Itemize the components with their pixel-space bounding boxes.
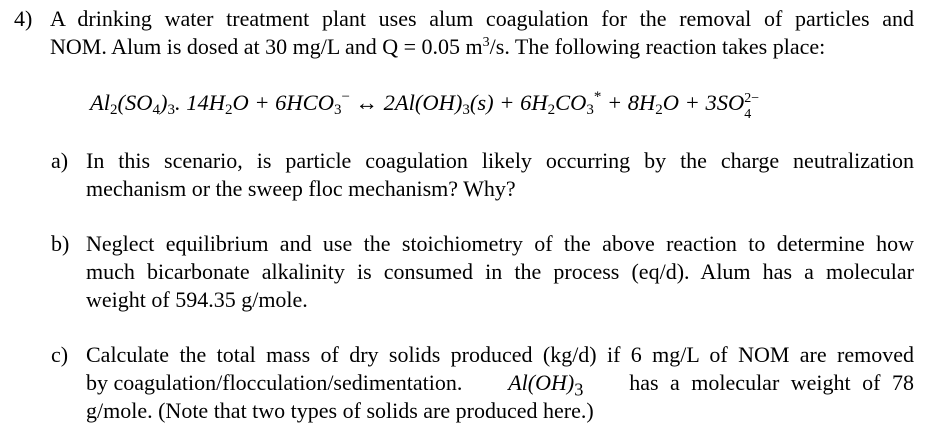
eq-superscript: −: [341, 89, 350, 105]
eq-term: 2Al(OH): [383, 90, 463, 115]
part-a-label: a): [51, 148, 69, 173]
eq-supsub: [744, 90, 762, 122]
part-a-line-2: mechanism or the sweep floc mechanism? Why?: [86, 176, 516, 201]
eq-term: CO: [555, 90, 587, 115]
part-b-line-1: Neglect equilibrium and use the stoichiometry of the above reaction to determine how: [86, 231, 914, 256]
eq-superscript: 2−: [744, 91, 760, 106]
eq-term: O + 6HCO: [232, 90, 334, 115]
problem-number: 4): [14, 6, 33, 31]
cubic-superscript: 3: [482, 35, 490, 50]
eq-subscript: 3: [333, 102, 342, 118]
part-b-line-3: weight of 594.35 g/mole.: [86, 287, 308, 312]
part-c-label: c): [51, 342, 69, 367]
eq-term: O + 3SO: [662, 90, 745, 115]
eq-term: (s) + 6H: [469, 90, 548, 115]
eq-subscript: 2: [110, 102, 118, 118]
problem-intro-line-1: A drinking water treatment plant uses alum coagulation for the removal of particles and: [50, 6, 914, 31]
part-b-line-2: much bicarbonate alkalinity is consumed in the process (eq/d). Alum has a molecular: [86, 259, 914, 284]
part-c-line-3: g/mole. (Note that two types of solids are produced here.): [86, 398, 594, 423]
eq-subscript: 4: [744, 107, 752, 122]
reaction-equation: [90, 88, 762, 122]
part-c-line-1: Calculate the total mass of dry solids produced (kg/d) if 6 mg/L of NOM are removed: [86, 342, 914, 367]
eq-term: + 8H: [601, 90, 656, 115]
part-c-line-2-b: has a molecular weight of 78: [629, 370, 914, 395]
eq-term: Al: [90, 90, 110, 115]
eq-subscript: 2: [547, 102, 556, 118]
intro-text-a: NOM. Alum is dosed at 30 mg/L and Q = 0.05 m: [50, 34, 483, 59]
eq-term: . 14H: [175, 90, 225, 115]
eq-term: (SO: [117, 90, 153, 115]
eq-subscript: 3: [586, 102, 594, 118]
eq-subscript: 3: [462, 102, 470, 118]
part-a-line-1: In this scenario, is particle coagulation likely occurring by the charge neutralization: [86, 148, 914, 173]
intro-text-b: /s. The following reaction takes place:: [489, 34, 826, 59]
part-c-line-2-a: by coagulation/flocculation/sedimentation.: [86, 370, 463, 395]
part-b-label: b): [51, 231, 70, 256]
eq-subscript: 4: [152, 102, 160, 118]
eq-subscript: 2: [225, 102, 233, 118]
formula-subscript: 3: [574, 379, 584, 400]
formula-text: Al(OH): [508, 370, 575, 395]
eq-term: ): [160, 90, 168, 115]
eq-superscript: *: [593, 89, 602, 105]
eq-subscript: 3: [167, 102, 175, 118]
problem-intro-line-2: [50, 33, 825, 61]
equilibrium-arrow: ↔: [349, 90, 384, 115]
eq-subscript: 2: [655, 102, 663, 118]
